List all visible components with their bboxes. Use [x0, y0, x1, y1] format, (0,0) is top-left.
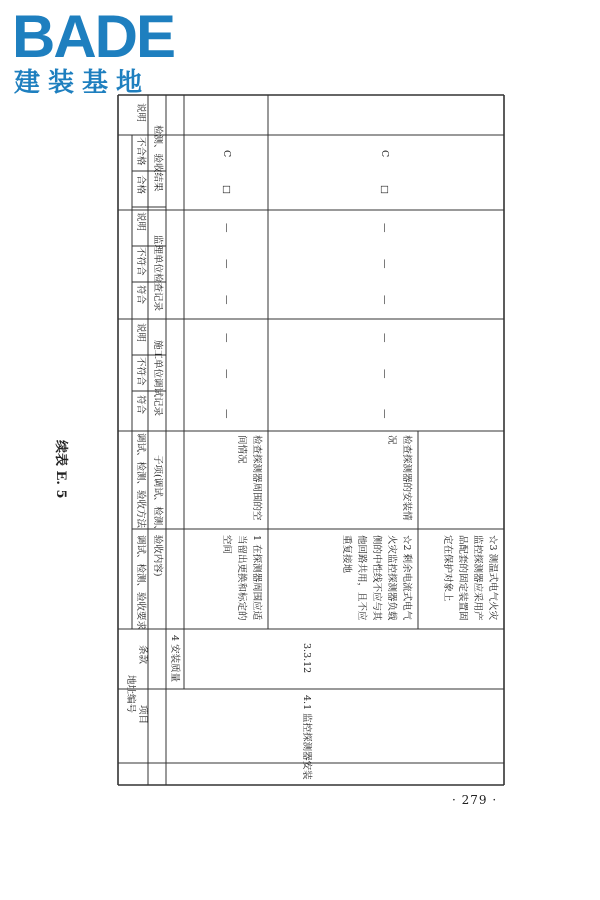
- row2-result-unqualified: C: [379, 150, 390, 158]
- header-construction-note: 说明: [135, 323, 146, 343]
- header-supervision-nonconform: 不符合: [135, 247, 146, 276]
- header-sub-item: 子项(调试、检测、验收内容): [152, 455, 163, 577]
- clause-value: 3.3.12: [301, 643, 312, 674]
- row2-supervision-conform: —: [379, 295, 390, 305]
- header-construction: 施工单位调试记录: [152, 340, 163, 417]
- header-method: 调试、检测、验收方法: [135, 433, 146, 529]
- header-construction-conform: 符合: [135, 395, 146, 415]
- page-number: · 279 ·: [452, 793, 498, 807]
- header-address-code: 地址编号: [125, 675, 136, 714]
- header-note: 说明: [135, 103, 146, 123]
- row2-construction-note: —: [379, 333, 390, 343]
- header-requirement: 调试、检测、验收要求: [135, 535, 146, 631]
- row1-method: 检查探测器周围的空间情况: [236, 435, 262, 521]
- row1-result-unqualified: C: [221, 150, 232, 158]
- header-construction-nonconform: 不符合: [135, 357, 146, 386]
- row2-supervision-nonconform: —: [379, 259, 390, 269]
- header-supervision: 监理单位检查记录: [152, 235, 163, 312]
- row2-construction-nonconform: —: [379, 369, 390, 379]
- project-value: 4.1 监控探测器安装: [301, 695, 312, 780]
- header-unqualified: 不合格: [135, 137, 146, 166]
- header-supervision-note: 说明: [135, 212, 146, 232]
- row1-result-qualified: □: [221, 185, 232, 194]
- row2-requirement-3: ☆3 测温式电气火灾监控探测器应采用产品配套的固定装置固定在保护对象上: [442, 535, 498, 621]
- row2-supervision-note: —: [379, 223, 390, 233]
- row1-construction-nonconform: —: [221, 369, 232, 379]
- row2-requirement-2: ☆2 剩余电流式电气火灾监控探测器负载侧的中性线不应与其他回路共用，且不应重复接地: [341, 535, 412, 621]
- header-inspection: 检测、验收结果: [152, 125, 163, 192]
- logo-subtitle: 建装基地: [14, 67, 151, 97]
- row1-requirement: 1 在探测器周围应适当留出更换和标定的空间: [221, 535, 262, 621]
- row1-supervision-note: —: [221, 223, 232, 233]
- row2-construction-conform: —: [379, 409, 390, 419]
- header-supervision-conform: 符合: [135, 285, 146, 305]
- section-label: 4 安装质量: [169, 635, 180, 683]
- row1-supervision-conform: —: [221, 295, 232, 305]
- row1-supervision-nonconform: —: [221, 259, 232, 269]
- row2-method: 检查探测器的安装情况: [386, 435, 412, 521]
- header-project: 项目: [137, 705, 148, 725]
- logo-brand: BADE: [12, 3, 175, 70]
- table-title: 续表 E. 5: [53, 440, 68, 499]
- row2-result-qualified: □: [379, 185, 390, 194]
- row1-construction-conform: —: [221, 409, 232, 419]
- row1-construction-note: —: [221, 333, 232, 343]
- header-qualified: 合格: [135, 175, 146, 195]
- header-clause: 条款: [137, 645, 148, 665]
